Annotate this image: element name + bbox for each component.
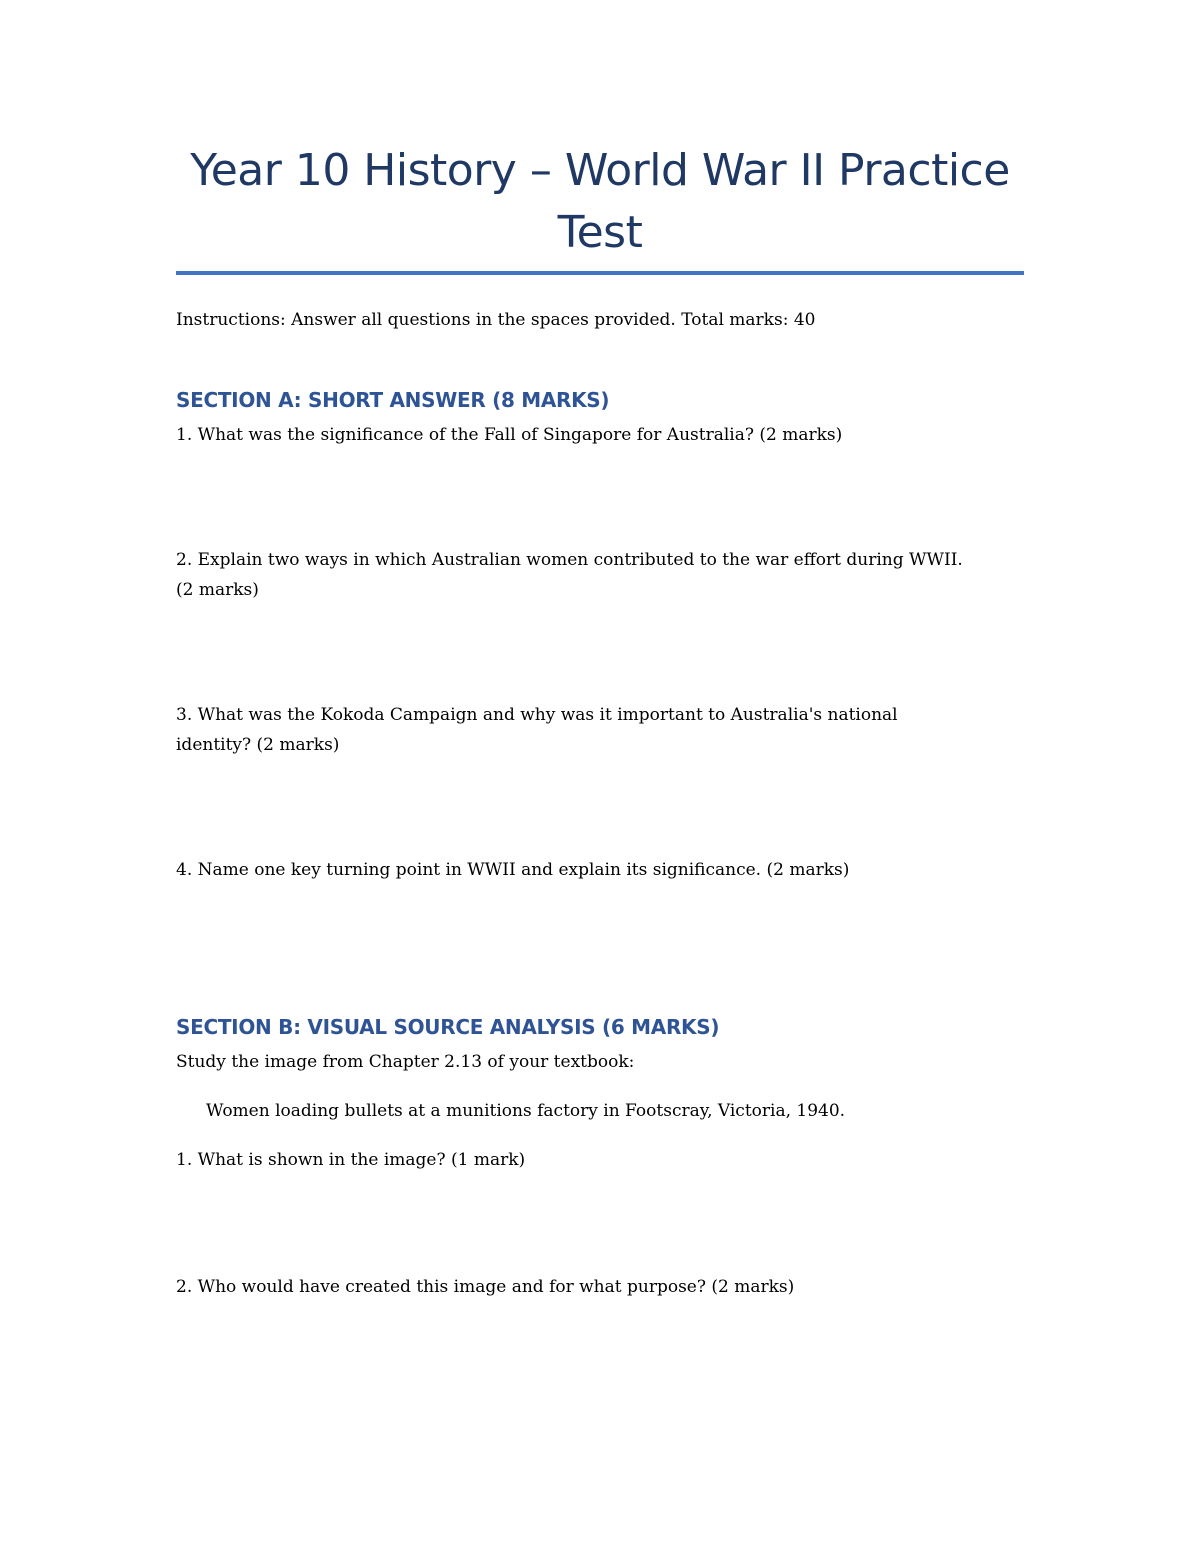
section-a-question-1: 1. What was the significance of the Fall of Singapore for Australia? (2 marks) [176,425,843,445]
image-caption: Women loading bullets at a munitions factory in Footscray, Victoria, 1940. [206,1101,846,1121]
section-a-question-2: 2. Explain two ways in which Australian women contributed to the war effort during WWII. [176,550,963,570]
instructions-text: Instructions: Answer all questions in the spaces provided. Total marks: 40 [176,310,816,330]
section-b-intro: Study the image from Chapter 2.13 of your textbook: [176,1052,635,1072]
section-a-question-4: 4. Name one key turning point in WWII and explain its significance. (2 marks) [176,860,850,880]
section-b-question-2: 2. Who would have created this image and for what purpose? (2 marks) [176,1277,795,1297]
page-title: Year 10 History – World War II Practice Test [190,145,1010,258]
section-b-question-1: 1. What is shown in the image? (1 mark) [176,1150,526,1170]
section-b-heading: SECTION B: VISUAL SOURCE ANALYSIS (6 MARKS) [176,1015,720,1039]
section-a-heading: SECTION A: SHORT ANSWER (8 MARKS) [176,388,610,412]
section-a-question-3-cont: identity? (2 marks) [176,735,340,755]
title-underline [176,271,1024,275]
section-a-question-2-cont: (2 marks) [176,580,259,600]
section-a-question-3: 3. What was the Kokoda Campaign and why was it important to Australia's national [176,705,898,725]
